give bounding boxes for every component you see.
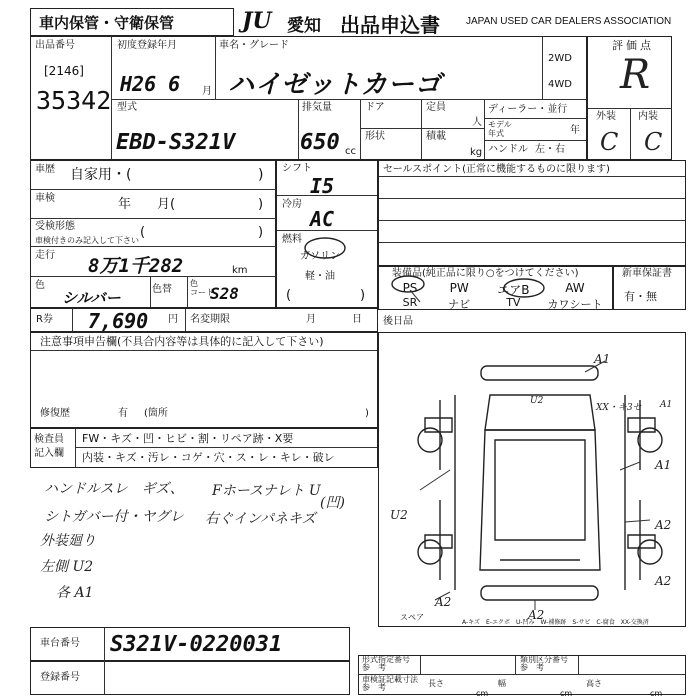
equip-aw: AW	[565, 281, 585, 295]
shift-value: I5	[310, 174, 335, 198]
handle-label: ハンドル	[488, 144, 528, 155]
height-label: 高さ	[586, 679, 602, 688]
load-label: 積載	[426, 131, 446, 142]
grade-value: R	[620, 52, 651, 98]
equip-sr: SR	[402, 296, 418, 309]
dealer-label: ディーラー・並行	[488, 104, 568, 115]
height-cm: cm	[650, 689, 663, 698]
storage-type-text: 車内保管・守衛保管	[39, 14, 175, 32]
receipt-note: 車検付きのみ記入して下さい	[35, 236, 139, 245]
color-value: シルバー	[62, 289, 121, 307]
inspection-label: 車検	[35, 193, 55, 204]
spec-number-label: 形式指定番号 参 考	[362, 655, 410, 672]
person-unit: 人	[472, 117, 482, 128]
equip-navi: ナビ	[448, 298, 471, 311]
length-label: 長さ	[428, 679, 444, 688]
recycle-label: R券	[36, 314, 53, 325]
car-name-label: 車名・グレード	[219, 40, 289, 51]
capacity-label: 定員	[426, 102, 446, 113]
spare-label: スペア	[400, 613, 424, 622]
car-name-value: ハイゼットカーゴ	[228, 70, 442, 100]
color-code-label: 色 コード	[190, 279, 214, 297]
repair-history-label: 修復歴	[40, 408, 70, 419]
year-unit: 年	[570, 125, 580, 136]
deadline-month: 月	[306, 314, 316, 325]
lot-number-label: 出品番号	[35, 40, 75, 51]
region-text: 愛知	[287, 16, 321, 36]
drive-4wd: 4WD	[548, 79, 572, 90]
history-close-paren: )	[258, 167, 264, 183]
association-name: JAPAN USED CAR DEALERS ASSOCIATION	[466, 16, 672, 27]
shift-label: シフト	[282, 163, 312, 174]
category-number-label: 類別区分番号 参 考	[520, 655, 568, 672]
note-6: Fホースナレト U	[212, 483, 321, 499]
fuel-label: 燃料	[282, 234, 302, 245]
dimension-note-label: 車検証記載寸法 参 考	[362, 675, 418, 692]
interior-label: 内装	[638, 111, 658, 122]
equip-tv: TV	[506, 296, 521, 309]
history-value: 自家用・(	[70, 167, 132, 183]
lot-number: 35342	[36, 86, 112, 115]
inspection-close-paren: )	[258, 197, 264, 212]
mark-u2-left: U2	[390, 508, 408, 522]
fuel-options: ガソリン 軽・油	[300, 251, 340, 282]
cc-unit: cc	[345, 146, 356, 157]
mark-a2-right: A2	[655, 518, 672, 532]
warranty-label: 新車保証書	[622, 268, 672, 279]
repair-location-label: (箇所	[144, 408, 168, 419]
repair-close-paren: )	[365, 408, 369, 419]
model-value: EBD-S321V	[116, 130, 236, 155]
later-items-label: 後日品	[383, 316, 413, 327]
mark-u2-roof: U2	[530, 396, 544, 406]
sales-points-label: セールスポイント(正常に機能するものに限ります)	[383, 164, 610, 175]
color-change-label: 色替	[152, 284, 172, 295]
aircon-value: AC	[310, 207, 335, 231]
mileage-value: 8万1千282	[88, 255, 184, 277]
inspection-value: 年 月(	[118, 197, 176, 212]
equip-leather-seat: カワシート	[547, 298, 603, 311]
mark-a2-rear-right: A2	[655, 574, 672, 588]
mark-xx-replaced: XX・キ3セ	[596, 403, 642, 413]
history-label: 車歴	[35, 164, 55, 175]
model-label: 型式	[117, 102, 137, 113]
shape-label: 形状	[365, 131, 385, 142]
displacement-label: 排気量	[302, 102, 332, 113]
inspector-label: 検査員 記入欄	[34, 434, 64, 459]
length-cm: cm	[476, 689, 489, 698]
inspector-row-1: FW・キズ・凹・ヒビ・割・リペア跡・X要	[82, 432, 294, 445]
receipt-open-paren: (	[140, 225, 146, 240]
mark-a2-rear: A2	[528, 608, 545, 622]
grade-label: 評価点	[612, 39, 654, 52]
note-8: (凹)	[320, 495, 345, 511]
model-year-label: モデル 年式	[488, 120, 512, 138]
mileage-label: 走行	[35, 250, 55, 261]
note-4: 左側 U2	[40, 559, 94, 575]
fuel-close-paren: )	[360, 288, 366, 303]
equip-pw: PW	[449, 281, 469, 295]
aircon-label: 冷房	[282, 199, 302, 210]
equip-airbag: エアB	[497, 283, 530, 297]
equip-ps: PS	[402, 281, 418, 295]
notes-label: 注意事項申告欄(不具合内容等は具体的に記入して下さい)	[40, 335, 324, 348]
exterior-label: 外装	[596, 111, 616, 122]
recycle-amount: 7,690	[88, 309, 149, 333]
first-registration-value: H26 6	[120, 72, 181, 96]
color-label: 色	[35, 280, 45, 291]
note-1: ハンドルスレ ギズ、	[44, 481, 184, 497]
registration-label: 登録番号	[40, 672, 80, 683]
month-suffix: 月	[202, 86, 212, 97]
width-cm: cm	[560, 689, 573, 698]
inspector-row-2: 内装・キズ・汚レ・コゲ・穴・ス・レ・キレ・破レ	[82, 451, 335, 464]
note-7: 右ぐインパネキズ	[205, 511, 316, 527]
color-code-value: S28	[210, 284, 239, 303]
displacement-value: 650	[300, 130, 340, 155]
interior-grade: C	[644, 128, 663, 156]
mark-a2-rear-left: A2	[435, 595, 452, 609]
mark-a1-far-right: A1	[660, 400, 673, 410]
kg-unit: kg	[470, 147, 483, 158]
note-2: シトガバー付・ヤグレ	[44, 509, 184, 525]
repair-history-value: 有	[118, 408, 128, 419]
chassis-number: S321V-0220031	[110, 632, 283, 657]
mark-a1-right: A1	[655, 458, 672, 472]
width-label: 幅	[498, 679, 506, 688]
form-title: 出品申込書	[340, 13, 440, 37]
deadline-day: 日	[352, 314, 362, 325]
note-3: 外装廻り	[40, 533, 96, 549]
drive-2wd: 2WD	[548, 53, 572, 64]
yen-unit: 円	[168, 314, 178, 325]
handle-options: 左・右	[535, 144, 565, 155]
km-unit: km	[232, 265, 248, 276]
name-change-deadline-label: 名変期限	[190, 314, 230, 325]
chassis-label: 車台番号	[40, 638, 80, 649]
fuel-open-paren: (	[286, 288, 292, 303]
lot-bracket: [2146]	[44, 64, 84, 78]
receipt-close-paren: )	[258, 225, 264, 240]
mark-a1-top: A1	[594, 352, 611, 366]
ju-logo: JU	[242, 8, 272, 34]
first-registration-label: 初度登録年月	[117, 40, 177, 51]
note-5: 各 A1	[56, 585, 94, 601]
exterior-grade: C	[600, 128, 619, 156]
door-label: ドア	[365, 102, 385, 113]
damage-legend: A-キズ E-エクボ U-凹み W-補修跡 S-サビ C-腐食 XX-交換済	[462, 619, 649, 626]
warranty-options: 有・無	[624, 290, 657, 303]
receipt-label: 受検形態	[35, 221, 75, 232]
equipment-label: 装備品(純正品に限り○をつけてください)	[392, 268, 579, 279]
